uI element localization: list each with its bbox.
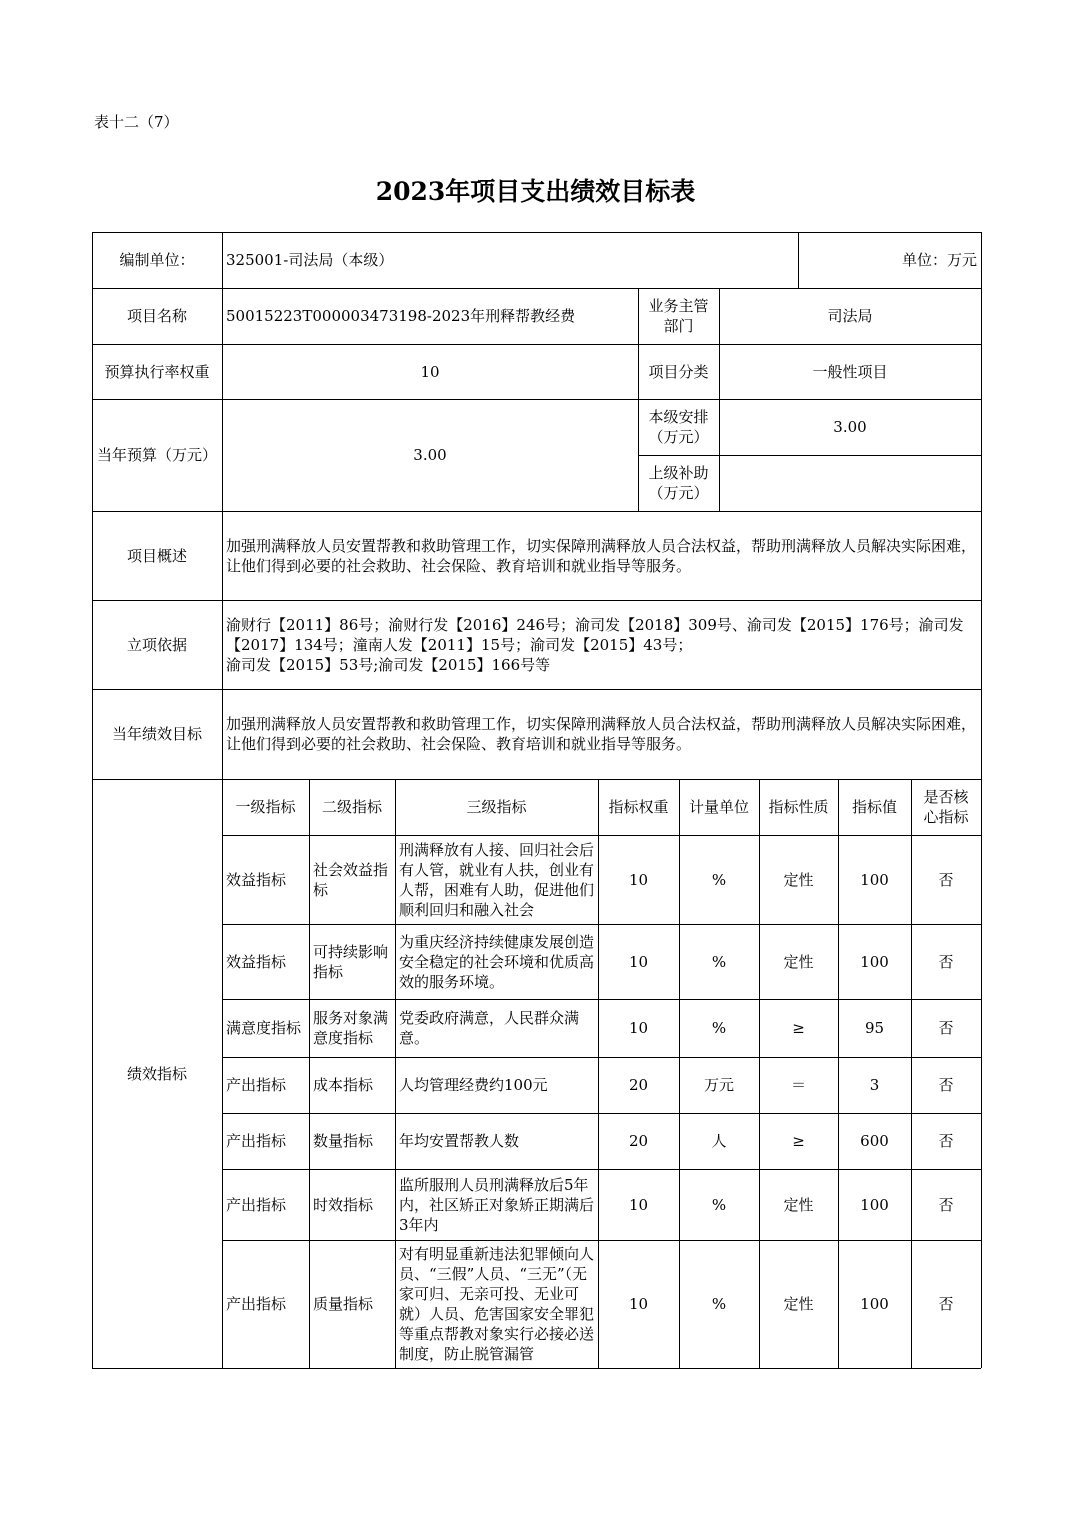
indicator-header: 指标权重	[608, 798, 669, 816]
indicator-nature: ＝	[790, 1076, 806, 1094]
overview-value: 加强刑满释放人员安置帮教和救助管理工作，切实保障刑满释放人员合法权益，帮助刑满释放人员解决实际困难，让他们得到必要的社会救助、社会保险、教育培训和就业指导等服务。	[226, 536, 977, 575]
indicator-header: 指标性质	[768, 798, 829, 816]
indicator-value: 3	[869, 1076, 880, 1094]
core-indicator-flag: 否	[938, 1076, 954, 1094]
level1-indicator: 效益指标	[226, 870, 287, 889]
local-label: 本级安排（万元）	[648, 408, 709, 446]
category-value: 一般性项目	[812, 362, 888, 381]
indicator-header: 一级指标	[235, 798, 296, 816]
core-indicator-flag: 否	[938, 1132, 954, 1150]
dept-value: 司法局	[827, 307, 873, 325]
exec-weight-label: 预算执行率权重	[104, 362, 210, 381]
measure-unit: %	[711, 1295, 727, 1313]
indicator-nature: 定性	[783, 952, 814, 971]
indicator-header: 计量单位	[688, 798, 749, 816]
indicator-nature: 定性	[783, 870, 814, 889]
level3-indicator: 年均安置帮教人数	[399, 1132, 520, 1150]
core-indicator-flag: 否	[938, 1195, 954, 1214]
level2-indicator: 成本指标	[313, 1076, 374, 1094]
indicator-nature: 定性	[783, 1195, 814, 1214]
indicators-section-label: 绩效指标	[126, 1064, 187, 1083]
indicator-value: 100	[860, 870, 889, 889]
measure-unit: 万元	[703, 1076, 734, 1094]
level3-indicator: 监所服刑人员刑满释放后5年内，社区矫正对象矫正期满后3年内	[399, 1175, 595, 1234]
upper-value	[719, 455, 981, 511]
level1-indicator: 产出指标	[226, 1295, 287, 1313]
unit-label: 编制单位：	[119, 251, 195, 269]
indicator-weight: 20	[628, 1076, 649, 1094]
exec-weight-value: 10	[420, 362, 440, 381]
indicator-weight: 20	[628, 1132, 649, 1150]
table-number: 表十二（7）	[94, 113, 179, 131]
indicator-weight: 10	[628, 1295, 649, 1313]
indicator-nature: 定性	[783, 1295, 814, 1313]
overview-label: 项目概述	[126, 546, 187, 565]
goal-label: 当年绩效目标	[111, 725, 202, 743]
indicator-weight: 10	[628, 1019, 649, 1037]
basis-value	[222, 600, 981, 689]
category-label: 项目分类	[648, 362, 709, 381]
level1-indicator: 满意度指标	[226, 1019, 302, 1037]
level2-indicator: 可持续影响指标	[313, 942, 389, 981]
budget-label: 当年预算（万元）	[96, 446, 217, 464]
indicator-header: 是否核心指标	[923, 788, 969, 826]
level3-indicator: 刑满释放有人接、回归社会后有人管，就业有人扶，创业有人帮，困难有人助，促进他们顺利回归和融入社会	[399, 840, 595, 919]
table-rule	[981, 232, 982, 1368]
indicator-header: 指标值	[851, 798, 897, 816]
measure-unit: %	[711, 952, 727, 971]
level2-indicator: 数量指标	[313, 1132, 374, 1150]
basis-line-1: 渝财行【2011】86号；渝财行发【2016】246号；渝司发【2018】309号、渝司发【2015】176号；渝司发【2017】134号；潼南人发【2011】15号；渝司发【2015】43号；	[226, 615, 964, 654]
level3-indicator: 人均管理经费约100元	[399, 1076, 548, 1094]
indicator-value: 100	[860, 952, 889, 971]
level1-indicator: 产出指标	[226, 1132, 287, 1150]
level2-indicator: 社会效益指标	[313, 860, 389, 899]
project-name-value: 50015223T000003473198-2023年刑释帮教经费	[226, 307, 576, 325]
budget-value: 3.00	[413, 446, 447, 464]
core-indicator-flag: 否	[938, 1019, 954, 1037]
goal-value: 加强刑满释放人员安置帮教和救助管理工作，切实保障刑满释放人员合法权益，帮助刑满释放人员解决实际困难，让他们得到必要的社会救助、社会保险、教育培训和就业指导等服务。	[226, 715, 977, 753]
indicator-weight: 10	[628, 1195, 649, 1214]
dept-label: 业务主管部门	[648, 297, 709, 335]
unit-value: 325001-司法局（本级）	[226, 251, 394, 269]
indicator-value: 95	[864, 1019, 885, 1037]
level3-indicator: 对有明显重新违法犯罪倾向人员、“三假”人员、“三无”（无家可归、无亲可投、无业可就）人员、危害国家安全罪犯等重点帮教对象实行必接必送制度，防止脱管漏管	[399, 1245, 595, 1363]
measure-unit: %	[711, 1195, 727, 1214]
upper-label: 上级补助（万元）	[648, 464, 709, 502]
level1-indicator: 产出指标	[226, 1076, 287, 1094]
core-indicator-flag: 否	[938, 1295, 954, 1313]
indicator-nature: ≥	[792, 1132, 805, 1150]
level2-indicator: 质量指标	[313, 1295, 374, 1313]
measure-unit: 人	[711, 1132, 727, 1150]
measure-unit: %	[711, 1019, 727, 1037]
currency-unit: 单位：万元	[901, 251, 977, 269]
level2-indicator: 服务对象满意度指标	[313, 1009, 389, 1047]
indicator-header: 三级指标	[466, 798, 527, 816]
basis-label: 立项依据	[126, 635, 187, 654]
local-value: 3.00	[833, 418, 867, 436]
level3-indicator: 党委政府满意，人民群众满意。	[399, 1009, 580, 1047]
measure-unit: %	[711, 870, 727, 889]
table-rule	[92, 1368, 981, 1369]
core-indicator-flag: 否	[938, 870, 954, 889]
indicator-weight: 10	[628, 870, 649, 889]
indicator-nature: ≥	[792, 1019, 805, 1037]
indicator-value: 100	[860, 1295, 889, 1313]
level3-indicator: 为重庆经济持续健康发展创造安全稳定的社会环境和优质高效的服务环境。	[399, 932, 595, 991]
indicator-header: 二级指标	[321, 798, 382, 816]
project-name-label: 项目名称	[126, 307, 187, 325]
indicator-weight: 10	[628, 952, 649, 971]
basis-line-2: 渝司发【2015】53号;渝司发【2015】166号等	[226, 655, 551, 674]
core-indicator-flag: 否	[938, 952, 954, 971]
indicator-value: 100	[860, 1195, 889, 1214]
indicator-value: 600	[860, 1132, 889, 1150]
level1-indicator: 效益指标	[226, 952, 287, 971]
level1-indicator: 产出指标	[226, 1195, 287, 1214]
level2-indicator: 时效指标	[313, 1195, 374, 1214]
page-title: 2023年项目支出绩效目标表	[375, 177, 696, 206]
